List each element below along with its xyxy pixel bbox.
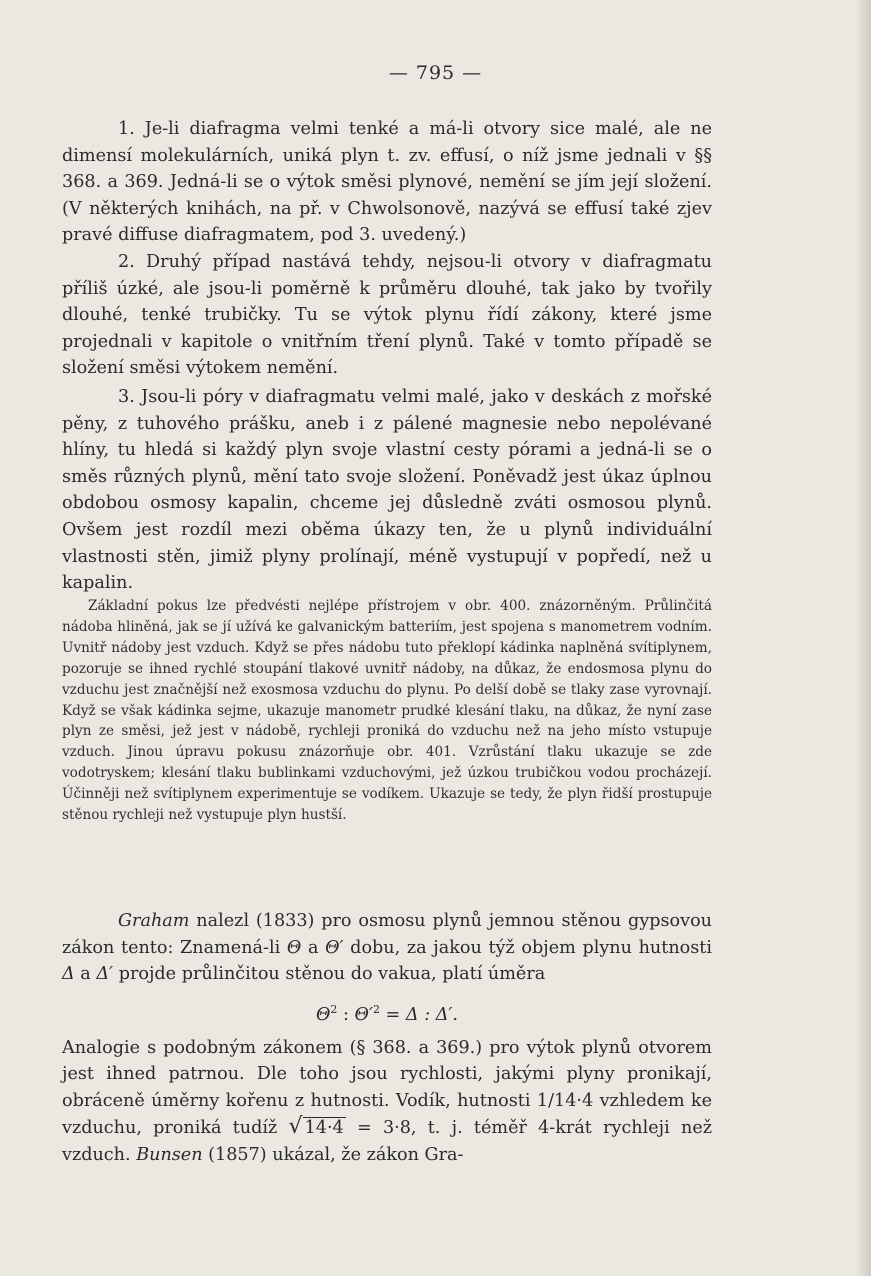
- square-root: √ 14·4: [288, 1114, 344, 1140]
- paragraph-2: 2. Druhý případ nastává tehdy, nejsou-li otvory v diafragmatu příliš úzké, ale jsou-li poměrně k průměru dlouhé, tak jako by tvořily dlouhé, tenké trubičky. Tu se výtok plynu řídí zákony, které jsme projednali v kapitole o vnitřním tření plynů. Také v tomto případě se složení směsi výtokem nemění.: [62, 251, 712, 379]
- main-text-section: [62, 116, 712, 597]
- small-print-section: [62, 596, 712, 826]
- graham-formula: $\Theta^2$ : $\Theta'^2 = \Delta$ : Δ′.: [315, 1002, 459, 1025]
- symbol-delta: Δ: [62, 964, 75, 985]
- symbol-delta-prime: Δ′: [96, 964, 114, 985]
- page-number: — 795 —: [388, 62, 483, 84]
- paragraph-3: 3. Jsou-li póry v diafragmatu velmi malé, jako v deskách z mořské pěny, z tuhového prášku, aneb i z pálené magnesie nebo nepolévané hlíny, tu hledá si každý plyn svoje vlastní cesty pórami a jedná-li se o směs různých plynů, mění tato svoje složení. Poněvadž jest úkaz úplnou obdobou osmosy kapalin, chceme jej důsledně zváti osmosou plynů. Ovšem jest rozdíl mezi oběma úkazy ten, že u plynů individuální vlastnosti stěn, jimiž plyny prolínají, méně vystupují v popředí, než u kapalin.: [62, 386, 712, 594]
- graham-section: [62, 908, 712, 1169]
- symbol-theta-prime: Θ′: [325, 937, 344, 958]
- graham-paragraph: Graham nalezl (1833) pro osmosu plynů jemnou stěnou gypsovou zákon tento: Znamená-li Θ a Θ′ dobu, za jakou týž objem plynu hutnosti Δ a Δ′ projde průlinčitou stěnou do vakua, platí úměra: [62, 911, 712, 985]
- symbol-theta: Θ: [286, 937, 302, 958]
- author-graham: Graham: [118, 911, 190, 931]
- author-bunsen: Bunsen: [136, 1145, 203, 1166]
- experiment-paragraph: Základní pokus lze předvésti nejlépe přístrojem v obr. 400. znázorněným. Průlinčitá nádoba hliněná, jak se jí užívá ke galvanickým batteriím, jest spojena s manometrem vodním. Uvnitř nádoby jest vzduch. Když se přes nádobu tuto překlopí kádinka naplněná svítiplynem, pozoruje se ihned rychlé stoupání tlakové uvnitř nádoby, na důkaz, že endosmosa plynu do vzduchu jest značnější než exosmosa vzduchu do plynu. Po delší době se tlaky zase vyrovnají. Když se však kádinka sejme, ukazuje manometr prudké klesání tlaku, na důkaz, že nyní zase plyn ze směsi, jež jest v nádobě, rychleji proniká do vzduchu než na jeho místo vstupuje vzduch. Jinou úpravu pokusu znázorňuje obr. 401. Vzrůstání tlaku ukazuje se zde vodotryskem; klesání tlaku bublinkami vzduchovými, jež úzkou trubičkou vodou procházejí. Účinněji než svítiplynem experimentuje se vodíkem. Ukazuje se tedy, že plyn řidší prostupuje stěnou rychleji než vystupuje plyn hustší.: [62, 598, 712, 824]
- paragraph-1: 1. Je-li diafragma velmi tenké a má-li otvory sice malé, ale ne dimensí molekulárních, uniká plyn t. zv. effusí, o níž jsme jednali v §§ 368. a 369. Jedná-li se o výtok směsi plynové, nemění se jím její složení. (V některých knihách, na př. v Chwolsonově, nazývá se effusí také zjev pravé diffuse diafragmatem, pod 3. uvedený.): [62, 119, 712, 246]
- analogy-paragraph: Analogie s podobným zákonem (§ 368. a 369.) pro výtok plynů otvorem jest ihned patrnou. Dle toho jsou rychlosti, jakými plyny pronikají, obráceně úměrny kořenu z hutnosti. Vodík, hutnosti 1/14·4 vzhledem ke vzduchu, proniká tudíž √ 14·4 = 3·8, t. j. téměř 4-krát rychleji než vzduch. Bunsen (1857) ukázal, že zákon Gra-: [62, 1037, 712, 1166]
- page-edge: [857, 0, 871, 1276]
